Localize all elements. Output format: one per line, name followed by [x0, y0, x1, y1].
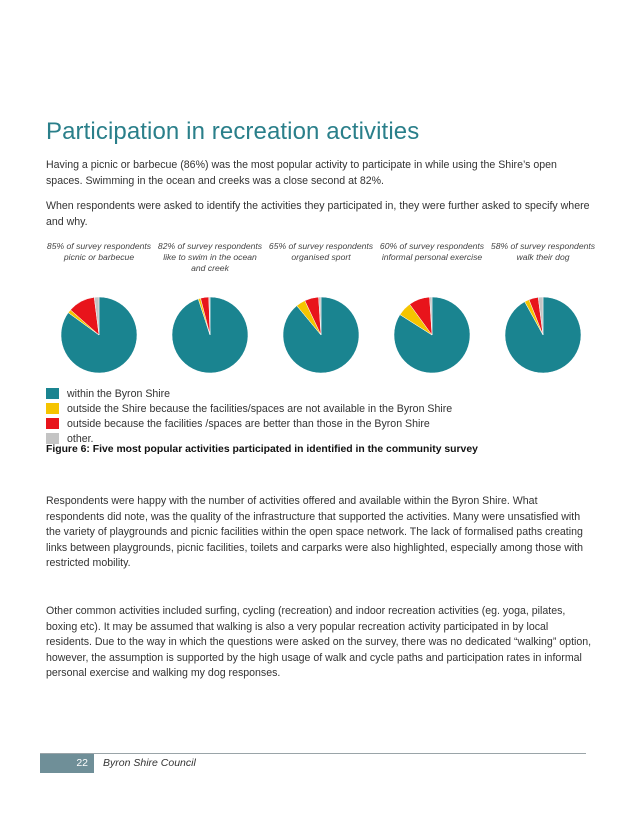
- pie-chart-1: [44, 241, 154, 375]
- pie-caption: 58% of survey respondents walk their dog: [490, 241, 596, 262]
- legend-swatch-red: [46, 418, 59, 429]
- page-title: Participation in recreation activities: [46, 118, 420, 145]
- legend-swatch-teal: [46, 388, 59, 399]
- pie-svg: [503, 295, 583, 375]
- body-paragraph-1: Respondents were happy with the number of activities offered and available within the Byron Shire. What respondents did note, was the quality of the infrastructure that supported the activities. Many were unsatisfied with the variety of playgrounds and picnic facilities within the open space network. The lack of formalised paths creating links between playgrounds, picnic facilities, toilets and carparks were also highlighted, especially among those with restricted mobility.: [46, 495, 584, 569]
- pie-chart-5: [488, 241, 598, 375]
- page-number: 22: [40, 754, 94, 773]
- footer-org-name: Byron Shire Council: [103, 757, 196, 769]
- legend-item-outside-better: [46, 416, 606, 431]
- pie-svg: [170, 295, 250, 375]
- body-paragraph-2: Other common activities included surfing, cycling (recreation) and indoor recreation activities (eg. yoga, pilates, boxing etc). It may be assumed that walking is also a very popular recreation activity participated in by local residents. Due to the way in which the questions were asked on the survey, there was no dedicated “walking” option, however, the assumption is supported by the high usage of walk and cycle paths and participation rates in informal personal exercise and walking my dog responses.: [46, 605, 592, 679]
- pie-charts-figure: [44, 241, 604, 381]
- pie-caption: 82% of survey respondents like to swim in the ocean and creek: [157, 241, 263, 273]
- legend-swatch-grey: [46, 433, 59, 444]
- pie-svg: [59, 295, 139, 375]
- legend-swatch-yellow: [46, 403, 59, 414]
- pie-caption: 60% of survey respondents informal personal exercise: [379, 241, 485, 262]
- pie-svg: [392, 295, 472, 375]
- pie-caption: 65% of survey respondents organised sport: [268, 241, 374, 262]
- pie-caption: 85% of survey respondents picnic or barbecue: [46, 241, 152, 262]
- chart-legend: [46, 386, 606, 446]
- legend-label: outside the Shire because the facilities/spaces are not available in the Byron Shire: [67, 402, 453, 415]
- legend-label: within the Byron Shire: [67, 387, 171, 400]
- pie-chart-2: [155, 241, 265, 375]
- intro-paragraph-1: Having a picnic or barbecue (86%) was the most popular activity to participate in while using the Shire’s open spaces. Swimming in the ocean and creeks was a close second at 82%.: [46, 159, 557, 187]
- legend-label: outside because the facilities /spaces are better than those in the Byron Shire: [67, 417, 430, 430]
- pie-chart-3: [266, 241, 376, 375]
- legend-label: other.: [67, 432, 94, 445]
- pie-chart-4: [377, 241, 487, 375]
- figure-caption: Figure 6: Five most popular activities participated in identified in the community survey: [46, 444, 478, 455]
- intro-paragraph-2: When respondents were asked to identify the activities they participated in, they were further asked to specify where and why.: [46, 200, 590, 228]
- legend-item-within: [46, 386, 606, 401]
- legend-item-outside-not-available: [46, 401, 606, 416]
- pie-svg: [281, 295, 361, 375]
